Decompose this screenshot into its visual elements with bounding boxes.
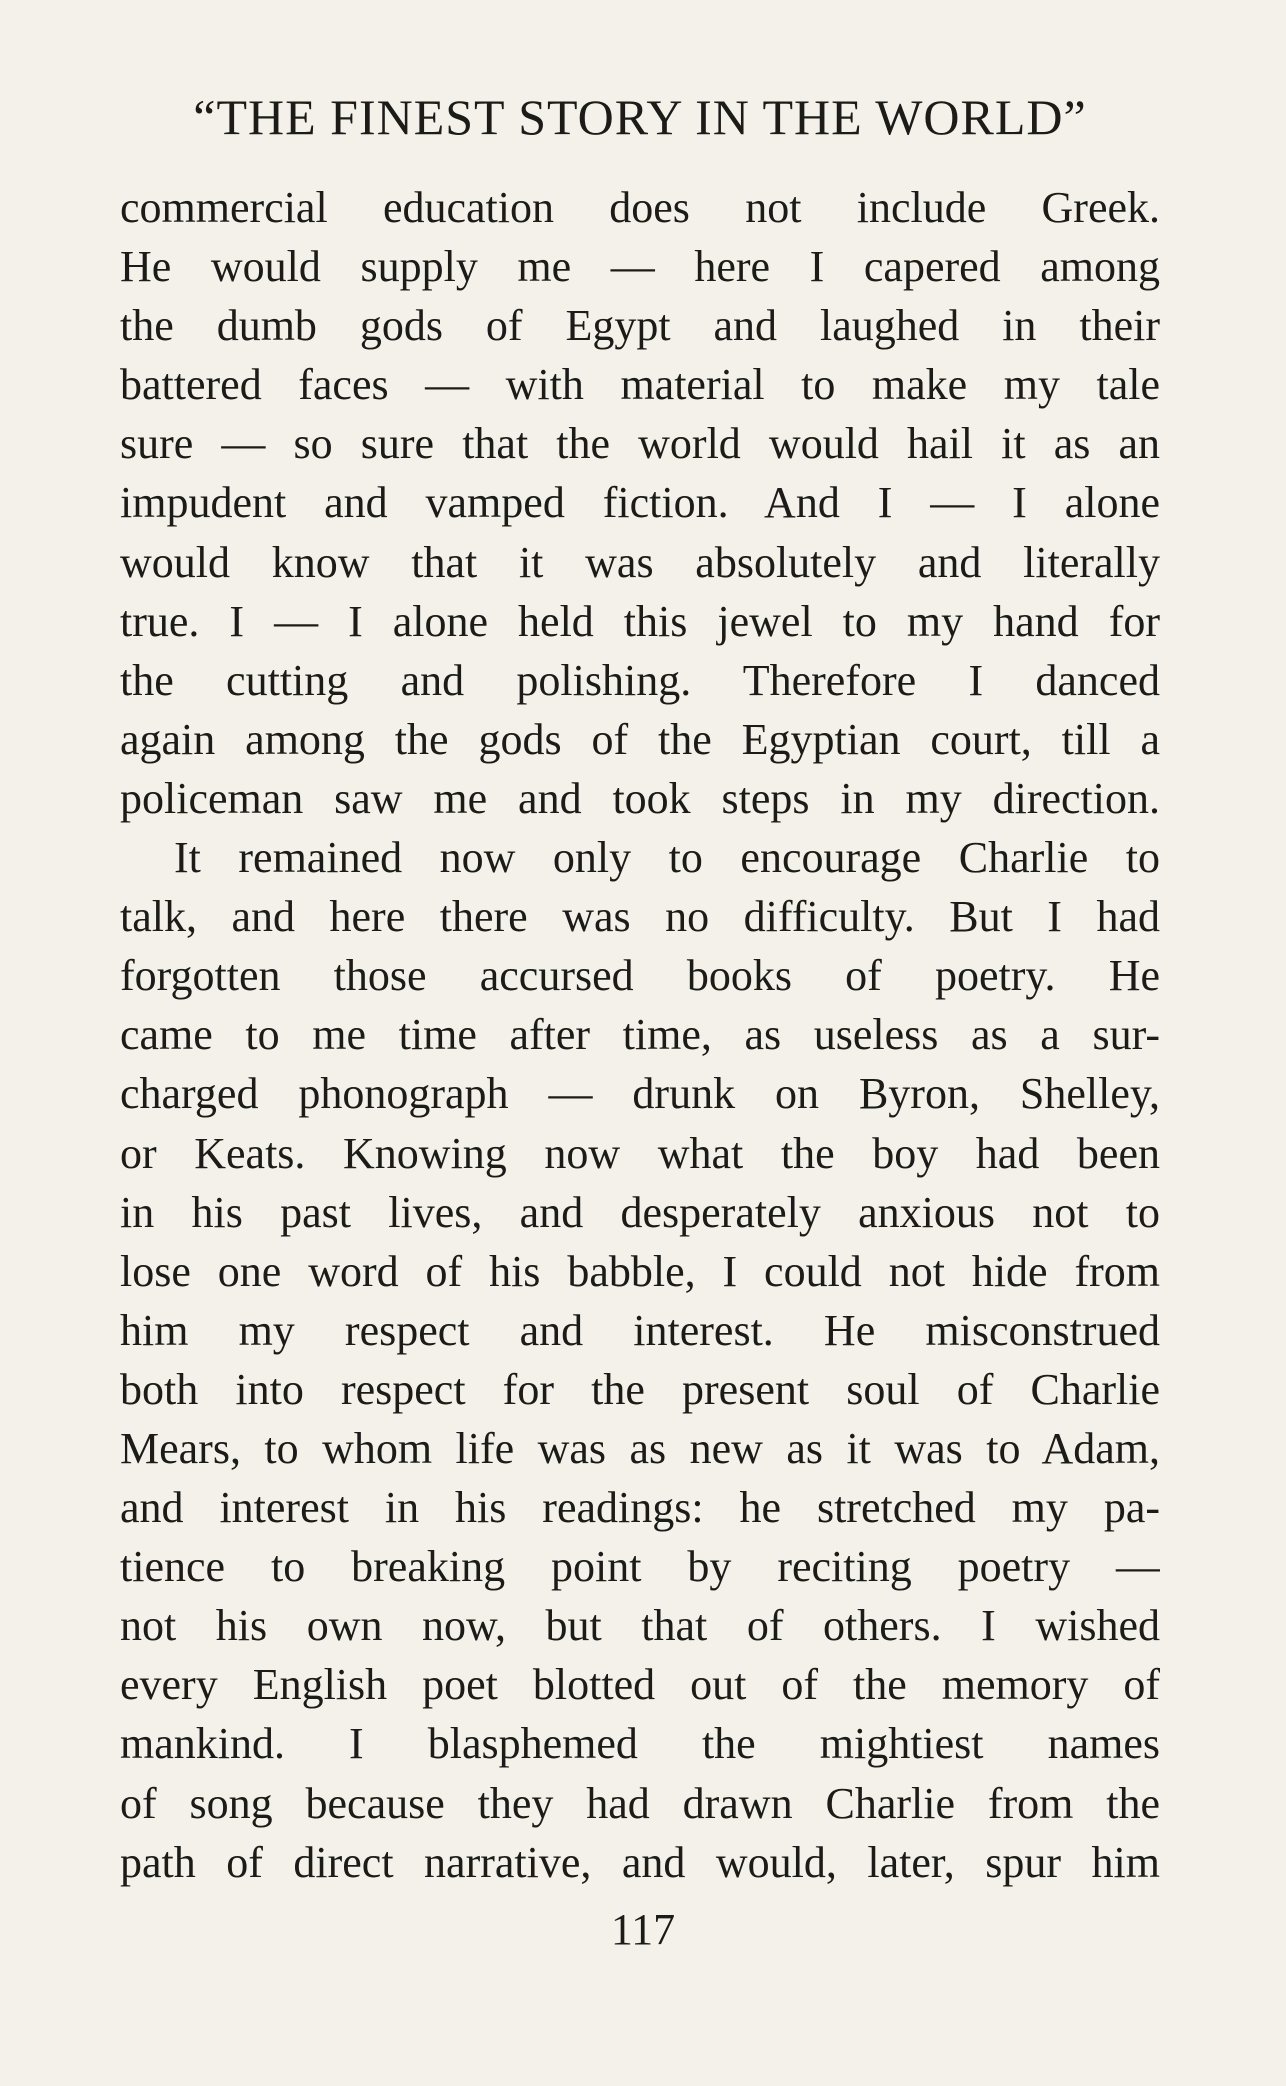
text-line: tience to breaking point by reciting poetry — [120, 1542, 1160, 1592]
text-line: path of direct narrative, and would, later, spur him [120, 1837, 1160, 1887]
text-line: of song because they had drawn Charlie from the [120, 1778, 1160, 1828]
text-line: him my respect and interest. He misconstrued [120, 1305, 1160, 1355]
text-line: policeman saw me and took steps in my direction. [120, 773, 1160, 823]
page-number: 117 [610, 1905, 676, 1954]
text-line: in his past lives, and desperately anxious not to [120, 1187, 1160, 1237]
text-line: every English poet blotted out of the memory of [120, 1660, 1160, 1710]
text-line: came to me time after time, as useless as a sur- [120, 1010, 1160, 1060]
text-line: battered faces — with material to make my tale [120, 360, 1160, 410]
text-line: Mears, to whom life was as new as it was to Adam, [120, 1423, 1160, 1473]
text-line: talk, and here there was no difficulty. But I had [120, 892, 1160, 942]
paragraph-start-line: It remained now only to encourage Charlie to [174, 833, 1160, 883]
text-line: true. I — I alone held this jewel to my hand for [120, 596, 1160, 646]
text-line: sure — so sure that the world would hail it as an [120, 419, 1160, 469]
text-line: lose one word of his babble, I could not hide from [120, 1246, 1160, 1296]
text-line: charged phonograph — drunk on Byron, Shelley, [120, 1069, 1160, 1119]
text-line: He would supply me — here I capered among [120, 242, 1160, 292]
text-line: impudent and vamped fiction. And I — I alone [120, 478, 1160, 528]
text-line: both into respect for the present soul of Charlie [120, 1364, 1160, 1414]
running-head: “THE FINEST STORY IN THE WORLD” [193, 89, 1087, 145]
text-line: mankind. I blasphemed the mightiest names [120, 1719, 1160, 1769]
text-line: the dumb gods of Egypt and laughed in their [120, 301, 1160, 351]
text-line: commercial education does not include Greek. [120, 183, 1160, 232]
text-line: again among the gods of the Egyptian court, till a [120, 714, 1160, 764]
text-line: or Keats. Knowing now what the boy had been [120, 1128, 1160, 1178]
text-line: would know that it was absolutely and literally [120, 537, 1160, 587]
text-line: not his own now, but that of others. I wished [120, 1601, 1160, 1651]
text-line: and interest in his readings: he stretched my pa- [120, 1483, 1160, 1533]
body-text [120, 178, 1160, 1892]
text-line: forgotten those accursed books of poetry. He [120, 951, 1160, 1001]
text-line: the cutting and polishing. Therefore I danced [120, 655, 1160, 705]
